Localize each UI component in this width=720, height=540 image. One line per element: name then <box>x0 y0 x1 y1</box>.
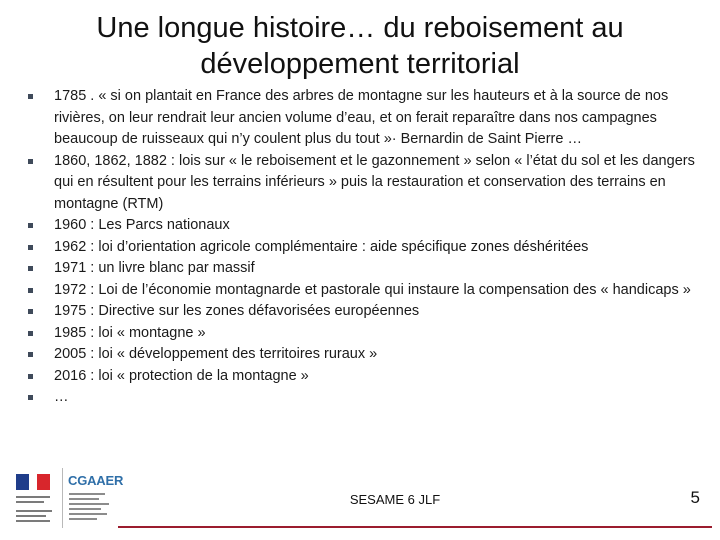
bullet-text-1960: 1960 : Les Parcs nationaux <box>54 217 230 233</box>
french-flag-white-band <box>29 474 37 490</box>
square-bullet-icon <box>28 223 33 228</box>
bullet-item-1860 <box>24 151 704 216</box>
logo-text-line <box>16 510 52 512</box>
cgaaer-logo <box>62 468 124 528</box>
cgaaer-text-line <box>69 503 109 505</box>
bullet-text-ellipsis: … <box>54 389 69 405</box>
bullet-item-1960 <box>24 215 704 237</box>
cgaaer-text-line <box>69 493 105 495</box>
slide-title-line-2: développement territorial <box>200 48 520 80</box>
square-bullet-icon <box>28 352 33 357</box>
square-bullet-icon <box>28 331 33 336</box>
cgaaer-logo-text: CGAAER <box>68 473 124 488</box>
square-bullet-icon <box>28 94 33 99</box>
bullet-item-1985 <box>24 323 704 345</box>
bullet-text-2005: 2005 : loi « développement des territoires ruraux » <box>54 346 378 362</box>
footer-divider <box>118 526 712 528</box>
cgaaer-text-line <box>69 508 101 510</box>
square-bullet-icon <box>28 288 33 293</box>
bullet-text-2016: 2016 : loi « protection de la montagne » <box>54 367 309 384</box>
square-bullet-icon <box>28 395 33 400</box>
cgaaer-text-line <box>69 518 97 520</box>
bullet-item-ellipsis <box>24 387 704 409</box>
logo-text-line <box>16 515 46 517</box>
cgaaer-text-line <box>69 498 99 500</box>
cgaaer-text-line <box>69 513 107 515</box>
bullet-item-1972 <box>24 280 704 302</box>
square-bullet-icon <box>28 309 33 314</box>
bullet-text-1785: 1785 . « si on plantait en France des arbres de montagne sur les hauteurs et à la source de nos rivières, on leur rendrait leur ancien volume d’eau, et on ferait reparaître dans nos campagnes beaucoup de ruisseaux qui n’y coulent plus du tout »· Bernardin de Saint Pierre … <box>54 88 669 147</box>
bullet-item-1962 <box>24 237 704 259</box>
bullet-text-1975: 1975 : Directive sur les zones défavorisées européennes <box>54 303 420 319</box>
bullet-text-1860: 1860, 1862, 1882 : lois sur « le reboisement et le gazonnement » selon « l’état du sol et les dangers qui en résultent pour les terrains inférieurs » puis la restauration et conservation des terrains en montagne (RTM) <box>54 152 695 212</box>
bullet-item-1785 <box>24 86 704 151</box>
french-flag-red-band <box>37 474 50 490</box>
logo-text-line <box>16 520 50 522</box>
slide-title <box>0 10 720 82</box>
footer-label: SESAME 6 JLF <box>349 492 441 507</box>
bullet-item-2016 <box>24 366 704 388</box>
bullet-text-1985: 1985 : loi « montagne » <box>54 324 206 341</box>
page-number: 5 <box>690 488 700 507</box>
bullet-item-2005 <box>24 344 704 366</box>
logo-text-line <box>16 496 50 498</box>
square-bullet-icon <box>28 245 33 250</box>
square-bullet-icon <box>28 159 33 164</box>
ministry-logo <box>10 468 60 528</box>
slide-title-line-1: Une longue histoire… du reboisement au <box>96 12 624 44</box>
logo-text-line <box>16 501 44 503</box>
bullet-list <box>24 86 704 409</box>
bullet-item-1971 <box>24 258 704 280</box>
bullet-text-1971: 1971 : un livre blanc par massif <box>54 260 255 276</box>
square-bullet-icon <box>28 266 33 271</box>
bullet-item-1975 <box>24 301 704 323</box>
square-bullet-icon <box>28 374 33 379</box>
bullet-text-1962: 1962 : loi d’orientation agricole complémentaire : aide spécifique zones déshéritées <box>54 238 589 255</box>
bullet-text-1972: 1972 : Loi de l’économie montagnarde et pastorale qui instaure la compensation des « handicaps » <box>54 281 691 298</box>
french-flag-blue-band <box>16 474 29 490</box>
